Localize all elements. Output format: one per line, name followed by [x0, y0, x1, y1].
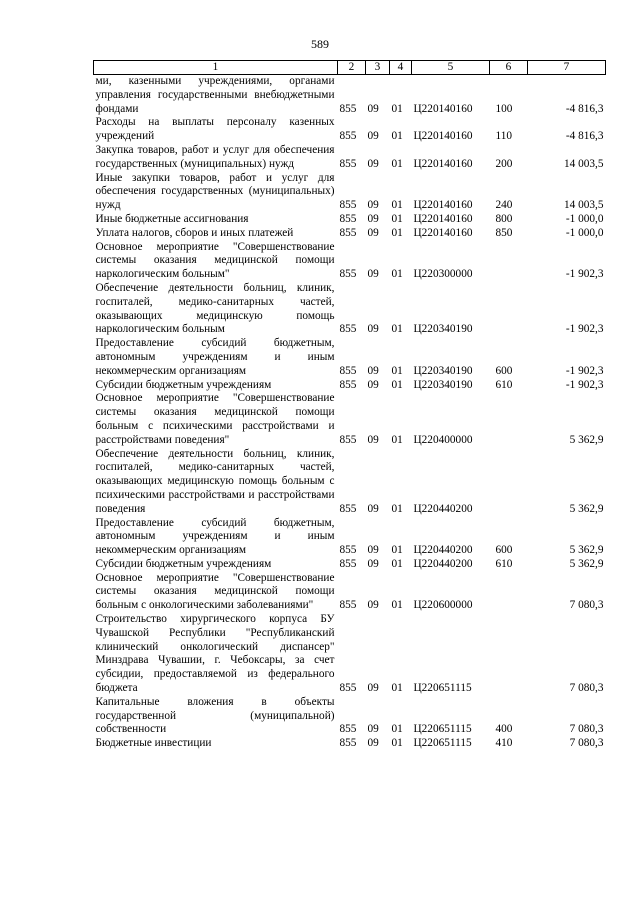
table-row [94, 75, 606, 117]
header-col-1: 1 [94, 61, 338, 75]
budget-table [93, 60, 606, 751]
row-code-target: Ц220600000 [413, 599, 473, 612]
row-name: Субсидии бюджетным учреждениям [95, 557, 272, 570]
row-code-expense-type [490, 572, 528, 613]
row-name: Строительство хирургического корпуса БУ Чувашской Республики "Республиканский клинический онкологический диспансер" Минздрава Чувашии, г. Чебоксары, за счет субсидии, предоставляемой из федерального бюджета [95, 613, 335, 695]
row-code-expense-type: 400 [495, 723, 513, 736]
table-row [94, 696, 606, 737]
header-col-5: 5 [412, 61, 490, 75]
row-code-target: Ц220440200 [413, 557, 473, 570]
row-code-admin: 855 [339, 130, 357, 143]
row-code-target: Ц220140160 [413, 157, 473, 170]
row-code-subsection: 01 [391, 682, 403, 695]
row-code-subsection: 01 [391, 157, 403, 170]
row-name: Предоставление субсидий бюджетным, автономным учреждениям и иным некоммерческим организациям [95, 337, 335, 377]
row-code-subsection: 01 [391, 723, 403, 736]
header-col-6: 6 [490, 61, 528, 75]
table-row [94, 116, 606, 144]
table-row [94, 241, 606, 282]
row-amount: -1 902,3 [565, 268, 604, 281]
row-code-section: 09 [367, 157, 379, 170]
row-code-section: 09 [367, 723, 379, 736]
table-row [94, 558, 606, 572]
row-code-expense-type: 610 [495, 378, 513, 391]
row-amount: 5 362,9 [569, 544, 604, 557]
row-code-target: Ц220140160 [413, 226, 473, 239]
row-amount: -1 902,3 [565, 364, 604, 377]
row-code-expense-type [490, 448, 528, 517]
row-code-admin: 855 [339, 199, 357, 212]
table-row [94, 227, 606, 241]
row-code-admin: 855 [339, 323, 357, 336]
row-code-target: Ц220140160 [413, 212, 473, 225]
row-amount: 14 003,5 [563, 157, 604, 170]
row-code-admin: 855 [339, 212, 357, 225]
row-code-expense-type: 240 [495, 199, 513, 212]
row-code-expense-type: 600 [495, 544, 513, 557]
row-amount: 7 080,3 [569, 599, 604, 612]
row-amount: 5 362,9 [569, 502, 604, 515]
row-name: Капитальные вложения в объекты государственной (муниципальной) собственности [95, 695, 335, 736]
row-code-target: Ц220140160 [413, 102, 473, 115]
row-name: ми, казенными учреждениями, органами управления государственными внебюджетными фондами [95, 75, 335, 115]
row-amount: 7 080,3 [569, 723, 604, 736]
row-code-target: Ц220300000 [413, 268, 473, 281]
row-code-admin: 855 [339, 557, 357, 570]
row-name: Иные бюджетные ассигнования [95, 212, 249, 225]
row-code-subsection: 01 [391, 364, 403, 377]
row-code-section: 09 [367, 130, 379, 143]
row-code-expense-type: 800 [495, 212, 513, 225]
row-code-admin: 855 [339, 737, 357, 750]
row-amount: -4 816,3 [565, 102, 604, 115]
row-code-expense-type [490, 392, 528, 447]
row-code-subsection: 01 [391, 212, 403, 225]
row-code-section: 09 [367, 502, 379, 515]
header-col-3: 3 [366, 61, 390, 75]
row-code-subsection: 01 [391, 199, 403, 212]
row-code-expense-type [490, 241, 528, 282]
row-code-expense-type: 850 [495, 226, 513, 239]
row-amount: 5 362,9 [569, 557, 604, 570]
header-col-7: 7 [528, 61, 606, 75]
table-row [94, 337, 606, 378]
table-row [94, 144, 606, 172]
row-code-section: 09 [367, 737, 379, 750]
row-code-target: Ц220651115 [413, 723, 472, 736]
row-code-expense-type [490, 282, 528, 337]
row-code-subsection: 01 [391, 433, 403, 446]
row-code-admin: 855 [339, 433, 357, 446]
row-code-target: Ц220400000 [413, 433, 473, 446]
row-name: Основное мероприятие "Совершенствование системы оказания медицинской помощи больным с онкологическими заболеваниями" [95, 571, 335, 612]
row-code-target: Ц220140160 [413, 130, 473, 143]
row-code-target: Ц220340190 [413, 323, 473, 336]
row-code-admin: 855 [339, 364, 357, 377]
row-code-target: Ц220651115 [413, 682, 472, 695]
row-code-section: 09 [367, 378, 379, 391]
table-row [94, 448, 606, 517]
row-name: Субсидии бюджетным учреждениям [95, 378, 272, 391]
row-code-target: Ц220340190 [413, 364, 473, 377]
table-row [94, 282, 606, 337]
row-code-subsection: 01 [391, 557, 403, 570]
row-code-section: 09 [367, 544, 379, 557]
row-code-subsection: 01 [391, 544, 403, 557]
row-code-section: 09 [367, 212, 379, 225]
row-code-section: 09 [367, 433, 379, 446]
row-name: Основное мероприятие "Совершенствование системы оказания медицинской помощи больным с психическими расстройствами и расстройствами поведения" [95, 392, 335, 446]
row-code-subsection: 01 [391, 599, 403, 612]
header-row [94, 61, 606, 75]
row-amount: -1 000,0 [565, 226, 604, 239]
row-code-section: 09 [367, 682, 379, 695]
row-code-admin: 855 [339, 102, 357, 115]
table-row [94, 572, 606, 613]
header-col-2: 2 [338, 61, 366, 75]
row-name: Закупка товаров, работ и услуг для обеспечения государственных (муниципальных) нужд [95, 143, 335, 170]
row-amount: 14 003,5 [563, 199, 604, 212]
row-amount: -1 902,3 [565, 323, 604, 336]
row-code-expense-type: 410 [495, 737, 513, 750]
row-code-section: 09 [367, 226, 379, 239]
row-amount: -1 000,0 [565, 212, 604, 225]
row-amount: -4 816,3 [565, 130, 604, 143]
row-name: Основное мероприятие "Совершенствование системы оказания медицинской помощи наркологическим больным" [95, 240, 335, 281]
table-header [94, 61, 606, 75]
row-code-expense-type: 600 [495, 364, 513, 377]
row-name: Бюджетные инвестиции [95, 737, 212, 750]
row-code-expense-type [490, 613, 528, 696]
table-row [94, 213, 606, 227]
row-code-target: Ц220140160 [413, 199, 473, 212]
row-code-subsection: 01 [391, 130, 403, 143]
row-name: Предоставление субсидий бюджетным, автономным учреждениям и иным некоммерческим организациям [95, 516, 335, 557]
row-code-section: 09 [367, 268, 379, 281]
row-code-target: Ц220440200 [413, 544, 473, 557]
row-code-expense-type: 610 [495, 557, 513, 570]
header-col-4: 4 [390, 61, 412, 75]
row-code-section: 09 [367, 557, 379, 570]
row-code-subsection: 01 [391, 323, 403, 336]
row-code-section: 09 [367, 102, 379, 115]
table-row [94, 517, 606, 558]
row-code-admin: 855 [339, 544, 357, 557]
row-code-subsection: 01 [391, 737, 403, 750]
row-code-admin: 855 [339, 226, 357, 239]
row-code-subsection: 01 [391, 502, 403, 515]
row-code-admin: 855 [339, 378, 357, 391]
row-name: Расходы на выплаты персоналу казенных учреждений [95, 116, 335, 143]
row-name: Уплата налогов, сборов и иных платежей [95, 226, 294, 239]
row-code-admin: 855 [339, 268, 357, 281]
row-code-subsection: 01 [391, 226, 403, 239]
row-name: Обеспечение деятельности больниц, клиник, госпиталей, медико-санитарных частей, оказывающих медицинскую помощь наркологическим больным [95, 281, 335, 336]
row-code-target: Ц220651115 [413, 737, 472, 750]
row-code-section: 09 [367, 323, 379, 336]
row-amount: 7 080,3 [569, 737, 604, 750]
row-code-subsection: 01 [391, 378, 403, 391]
page-number: 589 [311, 37, 329, 51]
row-code-expense-type: 200 [495, 157, 513, 170]
row-name: Обеспечение деятельности больниц, клиник, госпиталей, медико-санитарных частей, оказывающих медицинскую помощь больным с психическими расстройствами и расстройствами поведения [95, 447, 335, 515]
row-code-target: Ц220340190 [413, 378, 473, 391]
row-code-expense-type: 110 [495, 130, 513, 143]
table-row [94, 379, 606, 393]
row-code-admin: 855 [339, 502, 357, 515]
row-code-expense-type: 100 [495, 102, 513, 115]
table-row [94, 392, 606, 447]
row-code-section: 09 [367, 364, 379, 377]
row-code-subsection: 01 [391, 268, 403, 281]
row-code-section: 09 [367, 199, 379, 212]
row-amount: 7 080,3 [569, 682, 604, 695]
table-row [94, 613, 606, 696]
table-row [94, 172, 606, 213]
row-code-admin: 855 [339, 157, 357, 170]
row-name: Иные закупки товаров, работ и услуг для обеспечения государственных (муниципальных) нужд [95, 171, 335, 212]
row-code-admin: 855 [339, 723, 357, 736]
row-code-admin: 855 [339, 682, 357, 695]
row-code-target: Ц220440200 [413, 502, 473, 515]
row-amount: -1 902,3 [565, 378, 604, 391]
row-code-subsection: 01 [391, 102, 403, 115]
row-code-admin: 855 [339, 599, 357, 612]
row-code-section: 09 [367, 599, 379, 612]
row-amount: 5 362,9 [569, 433, 604, 446]
table-row [94, 737, 606, 751]
table-body [94, 75, 606, 752]
